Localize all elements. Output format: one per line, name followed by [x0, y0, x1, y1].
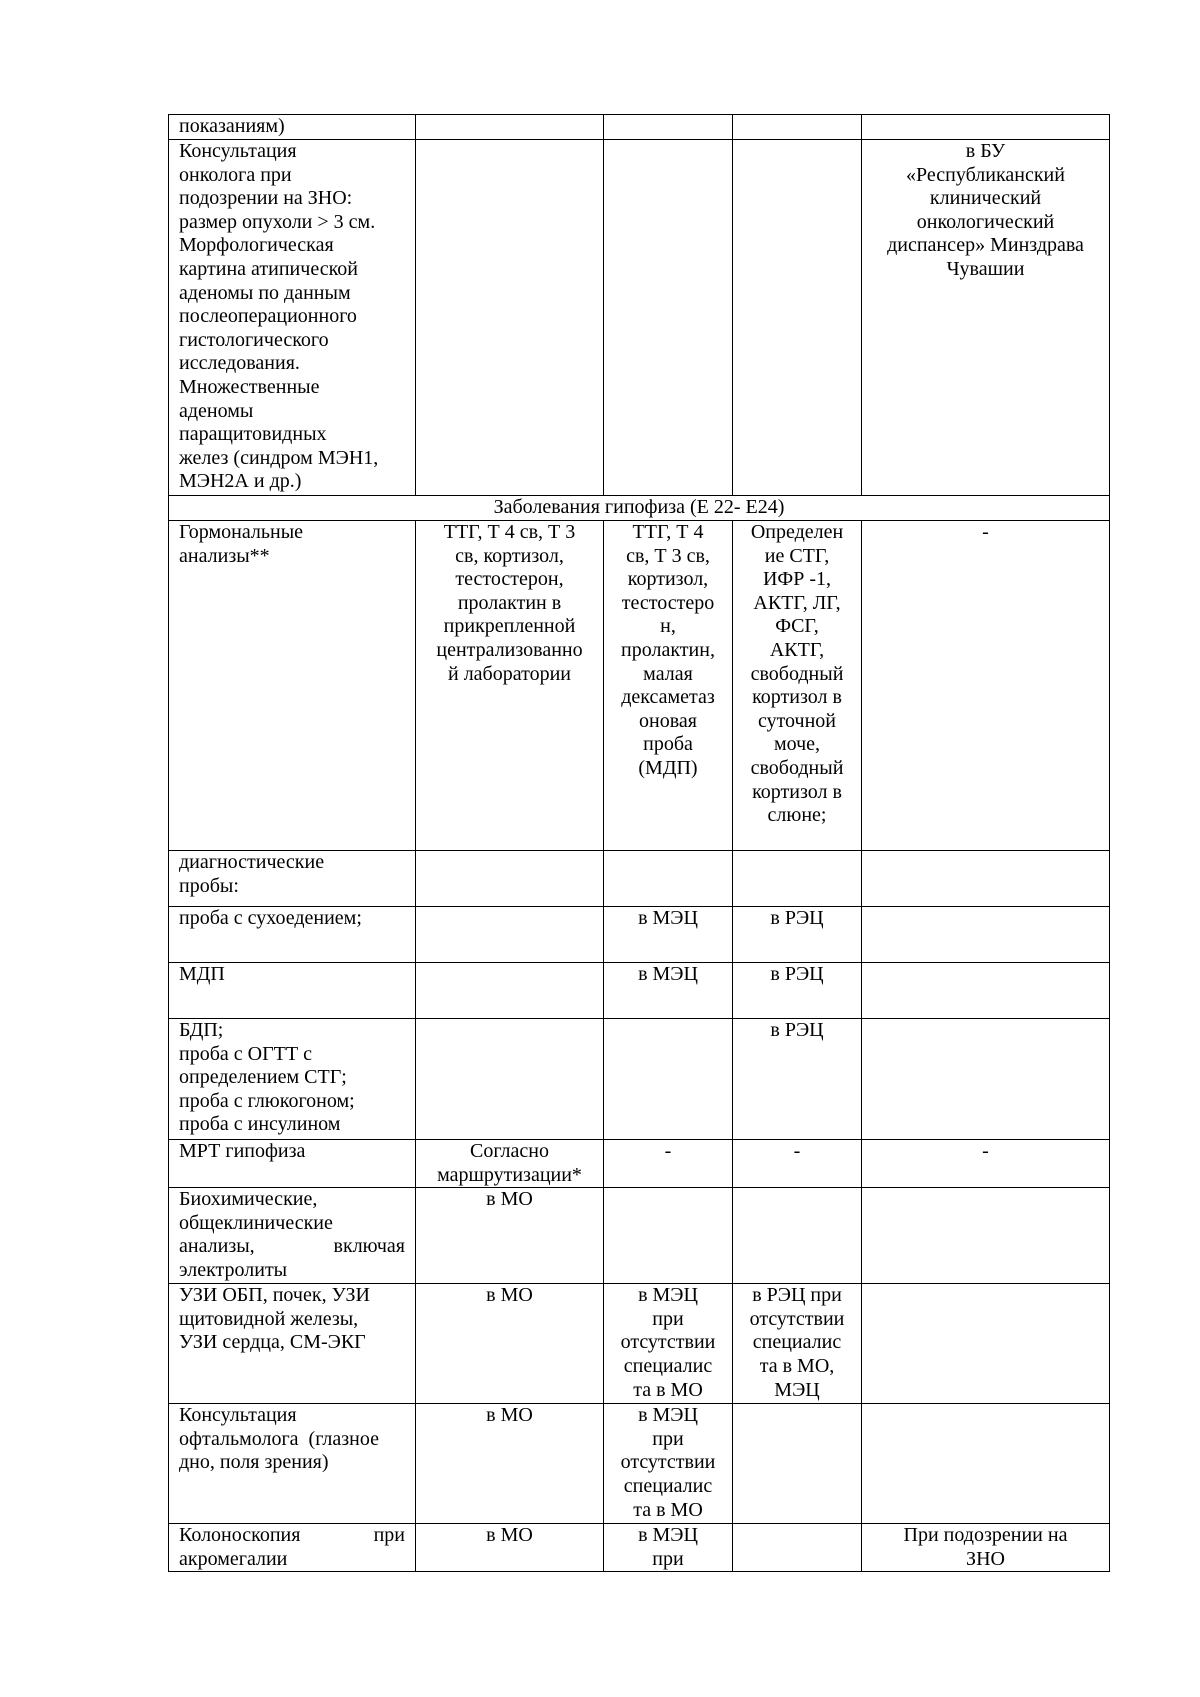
cell-text: в МО [416, 1284, 604, 1404]
table-row [169, 1188, 1110, 1284]
cell-text: проба с сухоедением; [169, 907, 416, 963]
cell-line: Биохимические, общеклинические [179, 1188, 333, 1234]
cell-text [169, 1524, 416, 1572]
cell-text: - [862, 1140, 1110, 1188]
cell-text: Согласно маршрутизации* [416, 1140, 604, 1188]
cell-empty [604, 851, 733, 907]
cell-text: БДП; проба с ОГТТ с определением СТГ; проба с глюкогоном; проба с инсулином [169, 1019, 416, 1140]
cell-text: Гормональные анализы** [169, 521, 416, 851]
cell-empty [416, 963, 604, 1019]
table-row [169, 963, 1110, 1019]
table-row [169, 907, 1110, 963]
cell-text: диагностические пробы: [169, 851, 416, 907]
cell-empty [733, 115, 862, 140]
cell-empty [862, 963, 1110, 1019]
table-row [169, 1524, 1110, 1572]
cell-text: в РЭЦ [733, 1019, 862, 1140]
table-row [169, 1140, 1110, 1188]
cell-text: - [733, 1140, 862, 1188]
cell-text: в РЭЦ [733, 963, 862, 1019]
cell-empty [416, 115, 604, 140]
cell-text: в РЭЦ [733, 907, 862, 963]
cell-empty [862, 1019, 1110, 1140]
cell-text: Консультация офтальмолога (глазное дно, поля зрения) [169, 1404, 416, 1524]
cell-text: в МЭЦ [604, 907, 733, 963]
cell-line: акромегалии [179, 1547, 288, 1570]
cell-empty [604, 1019, 733, 1140]
cell-text: в БУ «Республиканский клинический онкологический диспансер» Минздрава Чувашии [862, 140, 1110, 496]
table-row [169, 851, 1110, 907]
cell-text: МРТ гипофиза [169, 1140, 416, 1188]
cell-empty [416, 140, 604, 496]
cell-empty [604, 140, 733, 496]
cell-text: - [604, 1140, 733, 1188]
cell-empty [733, 140, 862, 496]
cell-empty [862, 851, 1110, 907]
table-row [169, 1284, 1110, 1404]
cell-empty [416, 1019, 604, 1140]
cell-line: Колоноскопия при [179, 1524, 405, 1547]
cell-empty [733, 1188, 862, 1284]
cell-text: Консультация онколога при подозрении на ЗНО: размер опухоли > 3 см. Морфологическая картина атипической аденомы по данным послеоперационного гистологического исследования. Множественные аденомы паращитовидных желез (синдром МЭН1, МЭН2А и др.) [169, 140, 416, 496]
cell-empty [733, 1524, 862, 1572]
cell-empty [416, 851, 604, 907]
cell-empty [862, 115, 1110, 140]
cell-text: в МО [416, 1188, 604, 1284]
cell-text: - [862, 521, 1110, 851]
cell-line: анализы, включая [179, 1235, 405, 1258]
cell-empty [862, 1284, 1110, 1404]
cell-empty [604, 115, 733, 140]
table-row [169, 115, 1110, 140]
cell-empty [862, 907, 1110, 963]
table-row [169, 1404, 1110, 1524]
cell-text: в МО [416, 1524, 604, 1572]
cell-text: При подозрении на ЗНО [862, 1524, 1110, 1572]
table-row [169, 140, 1110, 496]
cell-text: в МО [416, 1404, 604, 1524]
table-row [169, 521, 1110, 851]
cell-text: ТТГ, Т 4 св, Т 3 св, кортизол, тестостерон, пролактин в прикрепленной централизованно й лаборатории [416, 521, 604, 851]
cell-line: электролиты [179, 1258, 288, 1281]
table-row [169, 1019, 1110, 1140]
cell-text: в МЭЦ [604, 963, 733, 1019]
cell-text: в МЭЦ при отсутствии специалис та в МО [604, 1404, 733, 1524]
cell-empty [416, 907, 604, 963]
cell-empty [733, 1404, 862, 1524]
section-header-row [169, 496, 1110, 521]
cell-text: в МЭЦ при отсутствии специалис та в МО [604, 1284, 733, 1404]
cell-empty [862, 1188, 1110, 1284]
cell-text: показаниям) [169, 115, 416, 140]
section-title: Заболевания гипофиза (Е 22- Е24) [169, 496, 1110, 521]
cell-text: Определен ие СТГ, ИФР -1, АКТГ, ЛГ, ФСГ, АКТГ, свободный кортизол в суточной моче, свободный кортизол в слюне; [733, 521, 862, 851]
document-table [168, 114, 1110, 1572]
cell-text: в МЭЦ при [604, 1524, 733, 1572]
cell-empty [733, 851, 862, 907]
cell-empty [604, 1188, 733, 1284]
cell-text: УЗИ ОБП, почек, УЗИ щитовидной железы, УЗИ сердца, СМ-ЭКГ [169, 1284, 416, 1404]
cell-text: в РЭЦ при отсутствии специалис та в МО, МЭЦ [733, 1284, 862, 1404]
cell-empty [862, 1404, 1110, 1524]
cell-text: МДП [169, 963, 416, 1019]
cell-text: ТТГ, Т 4 св, Т 3 св, кортизол, тестостеро н, пролактин, малая дексаметаз оновая проба (МДП) [604, 521, 733, 851]
cell-text [169, 1188, 416, 1284]
